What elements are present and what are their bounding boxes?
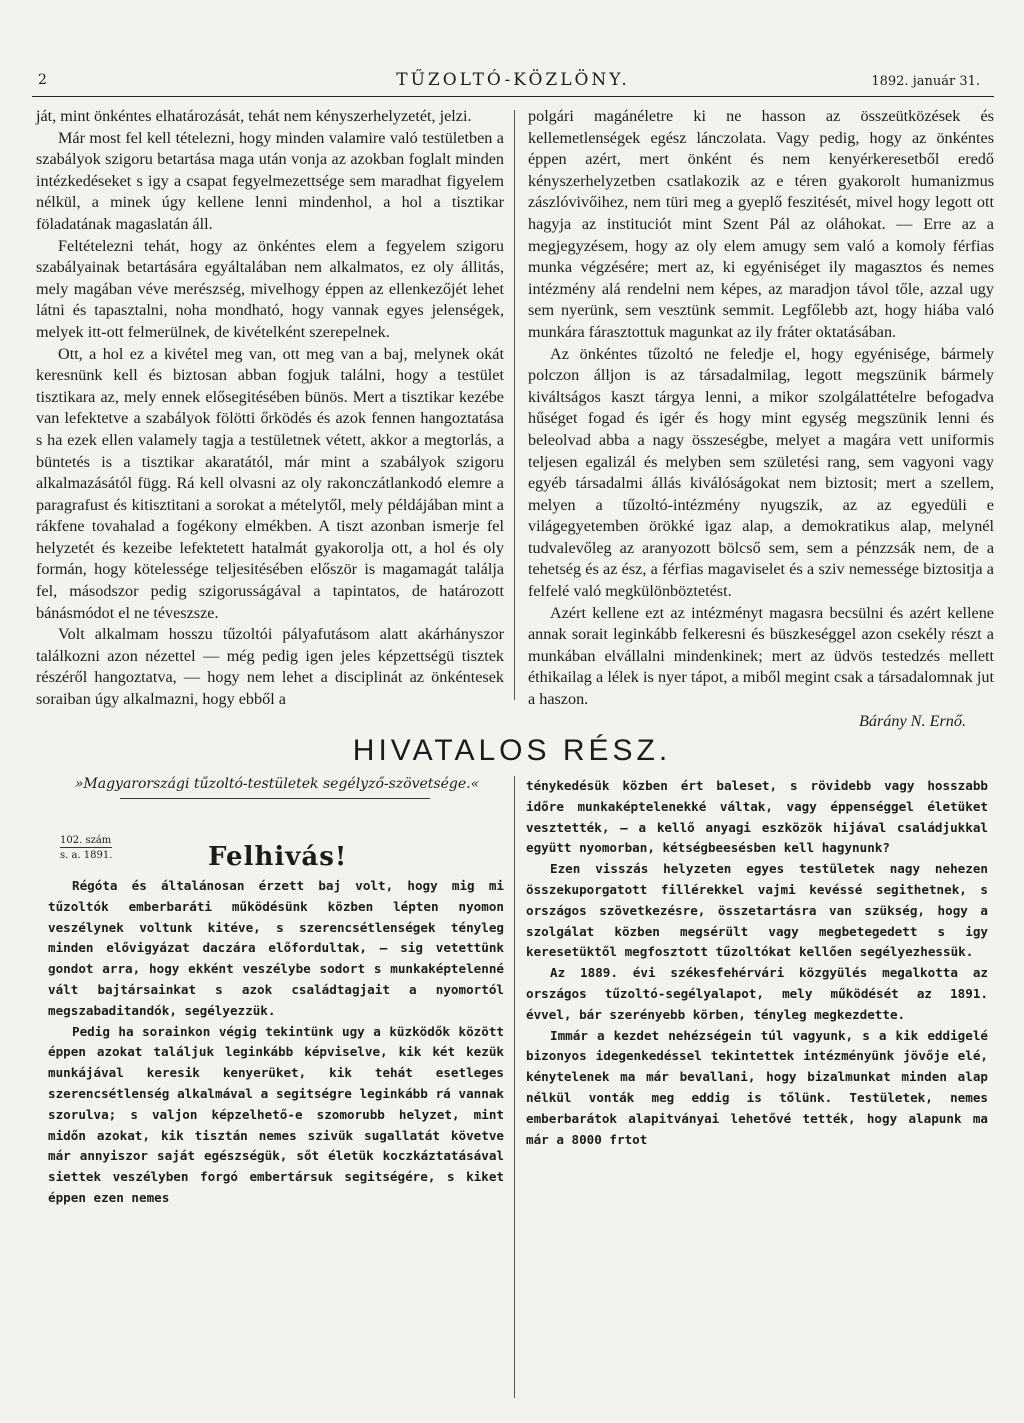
paragraph: Pedig ha sorainkon végig tekintünk ugy a küzködők között éppen azokat találjuk leginkább képviselve, kik két kezük munkájával keresik kenyerüket, kik tehát esetleges szerencsétlenség alkalmával a segitségre leginkább rá vannak szorulva; s valjon képzelhető-e szomorubb helyzet, mint midőn azokat, kik tisztán nemes szivük sugallatát követve már annyiszor saját egészségük, sőt életük koczkáztatásával siettek veszélyben forgó embertársuk segitségére, s kiket éppen ezen nemes: [48, 1023, 504, 1205]
paragraph: Immár a kezdet nehézségein túl vagyunk, s a kik eddigelé bizonyos idegenkedéssel tekintettek intézményünk jövője elé, kénytelenek ma már bevallani, hogy bizalmunkat minden alap nélkül vonták meg eddig is tőlünk. Testületek, nemes emberbarátok alapitványai lehetővé tették, hogy alapunk ma már a 8000 frtot: [526, 1027, 988, 1147]
paragraph: Az 1889. évi székesfehérvári közgyülés megalkotta az országos tűzoltó-segélyalapot, mely működését az 1891. évvel, bár szerényebb körben, tényleg megkezdette.: [526, 965, 988, 1022]
paragraph: ténykedésük közben ért baleset, s rövidebb vagy hosszabb időre munkaképtelenekké váltak, vagy éppenséggel életüket vesztették, — a kellő anyagi eszközök hijával családjukkal együtt nyomorban, kétségbeesésben kell hagynunk?: [526, 778, 988, 856]
notice-right-column: [526, 776, 988, 1150]
paragraph: Régóta és általánosan érzett baj volt, hogy mig mi tűzoltók emberbaráti működésünk közben lépten nyomon veszélynek voltunk kitéve, s szerencsétlenségek tényleg minden elővigyázat daczára előfordultak, — sig vetettünk gondot arra, hogy ekként veszélybe sodort s munkaképtelenné vált bajtársainkat s azok családtagjait a nyomortól megszabaditandók, segélyezzük.: [48, 878, 504, 1018]
column-divider: [514, 110, 515, 700]
association-name: »Magyarországi tűzoltó-testületek segélyző-szövetsége.«: [74, 776, 480, 792]
paragraph: Az önkéntes tűzoltó ne feledje el, hogy egyénisége, bármely polczon álljon is az társadalmilag, legott megszünik bármely kiváltságos kaszt tárgya lenni, a mikor szolgálattételre befogadva hűséget fogad és igér és hogy mint egység megszünik lenni és beleolvad abba a nagy összeségbe, melyet a magára vett uniformis teljesen egalizál és melyben sem születési rang, sem vagyoni vagy egyéb társadalmi állás kiválóságokat nem biztosit; mert a szellem, melyen a tűzoltó-intézmény nyugszik, az az egyedüli e világegyetemben örökké igaz alap, a demokratikus alap, melynél tudvalevőleg az aranyozott bölcső sem, sem a pénzzsák nem, de a tehetség és az ész, a férfias magaviselet és a sziv nemessége biztositja a felfelé való megkülönböztetést.: [528, 344, 994, 601]
page-number: 2: [38, 72, 47, 88]
reference-line-2: s. a. 1891.: [60, 847, 112, 862]
paragraph: Már most fel kell tételezni, hogy minden valamire való testületben a szabályok szigoru betartása maga után vonja az azokban foglalt minden intézkedéseket s igy a csapat fegyelmezettsége sem maradhat figyelem nélkül, a minek úgy kellene lenni mindenhol, a hol a tisztikar föladatának magaslatán áll.: [36, 128, 504, 233]
association-rule: [120, 798, 430, 799]
issue-date: 1892. január 31.: [871, 74, 980, 89]
column-divider: [514, 776, 515, 1398]
paragraph: Ott, a hol ez a kivétel meg van, ott meg van a baj, melynek okát keresnünk kell és biztosan abban fogjuk találni, hogy a testület tisztikara az, mely ennek elősegitésében bünös. Mert a tisztikar kezébe van lefektetve a szabályok fölötti őrködés és azok fennen hangoztatása s ha ezek ellen valamely tagja a testületnek vétett, akkor a megtorlás, a büntetés is a tisztikar akaratától, már mint a szabályok szigoru alkalmazásától függ. Rá kell olvasni az oly rakonczátlankodó elemre a paragrafust és kitisztitani a sorokat a mételytől, mely példájában mint a rákfene tovahalad a fogékony elmékben. A tiszt azonban ismerje fel helyzetét és kezeibe lefektetett hatalmát gyakorolja ott, a hol és oly formán, hogy kötelessége teljesitésében először is magamagát találja fel, másodszor pedig szigorusságával a tapintatos, de határozott bánásmódot el ne téveszsze.: [36, 344, 504, 622]
reference-number: [60, 834, 112, 862]
page-header: [32, 70, 994, 92]
paragraph: polgári magánéletre ki ne hasson az összeütközések és kellemetlenségek egész lánczolata. Vagy pedig, hogy az önkéntes éppen azért, mert önként és nem kenyérkeresetből eredő kényszerhelyzetben csatlakozik az e téren gyakorolt humanizmus zászlóvivőihez, nem türi meg a gyeplő feszitését, mivel hogy legott ott hagyja az instituciót mint Szent Pál az oláhokat. — Erre az a megjegyzésem, hogy az oly elem amugy sem való a komoly férfias munka végzésére; mert az, ki egyéniséget ily magasztos és nemes intézmény alá rendelni nem képes, az maradjon távol tőle, azzal ugy sem nyerünk, sem vesztünk semmit. Legfőlebb azt, hogy hiába való munkára fárasztottuk magunkat az ily fráter oktatásában.: [528, 107, 994, 341]
header-rule: [32, 96, 994, 97]
paragraph: Ezen visszás helyzeten egyes testületek nagy nehezen összekuporgatott fillérekkel vajmi kevéssé segithetnek, s országos szövetkezésre, összetartásra van szükség, hogy a szolgálat közben megsérült vagy megbetegedett s igy keresetüktől megfosztott tűzoltókat kellően segélyezhessük.: [526, 861, 988, 960]
paragraph: Azért kellene ezt az intézményt magasra becsülni és azért kellene annak sorait leginkább felkeresni és büszkeséggel azon csekély részt a munkában elvállalni mindenkinek; mert az üdvös testedzés mellett éthikailag a lélek is nyer tápot, a miből megint csak a társadalomnak jut a haszon.: [528, 603, 994, 709]
paragraph: Feltételezni tehát, hogy az önkéntes elem a fegyelem szigoru szabályainak betartására egyáltalában nem alkalmatos, ez oly állitás, mely magában véve merészség, mivelhogy éppen az ellenkezőjét lehet látni és tapasztalni, noha mondható, hogy vannak egyes jelenségek, melyek itt-ott felmerülnek, de kivételként szerepelnek.: [36, 236, 504, 341]
reference-line-1: 102. szám: [60, 835, 112, 846]
paragraph: Volt alkalmam hosszu tűzoltói pályafutásom alatt akárhányszor találkozni azon nézettel — még pedig igen jeles képzettségü tisztek részéről hangoztatva, — hogy nem lehet a disciplinát az önkéntesek soraiban úgy alkalmazni, hogy ebből a: [36, 625, 504, 709]
article-right-column: [528, 106, 994, 732]
newspaper-title: TŰZOLTÓ-KÖZLÖNY.: [396, 70, 630, 90]
notice-left-column: [48, 876, 504, 1209]
section-title: HIVATALOS RÉSZ.: [352, 734, 672, 767]
notice-title: Felhivás!: [208, 842, 348, 872]
paragraph: ját, mint önkéntes elhatározását, tehát nem kényszerhelyzetét, jelzi.: [36, 107, 472, 125]
author-signature: Bárány N. Ernő.: [858, 711, 966, 730]
article-left-column: [36, 106, 504, 711]
